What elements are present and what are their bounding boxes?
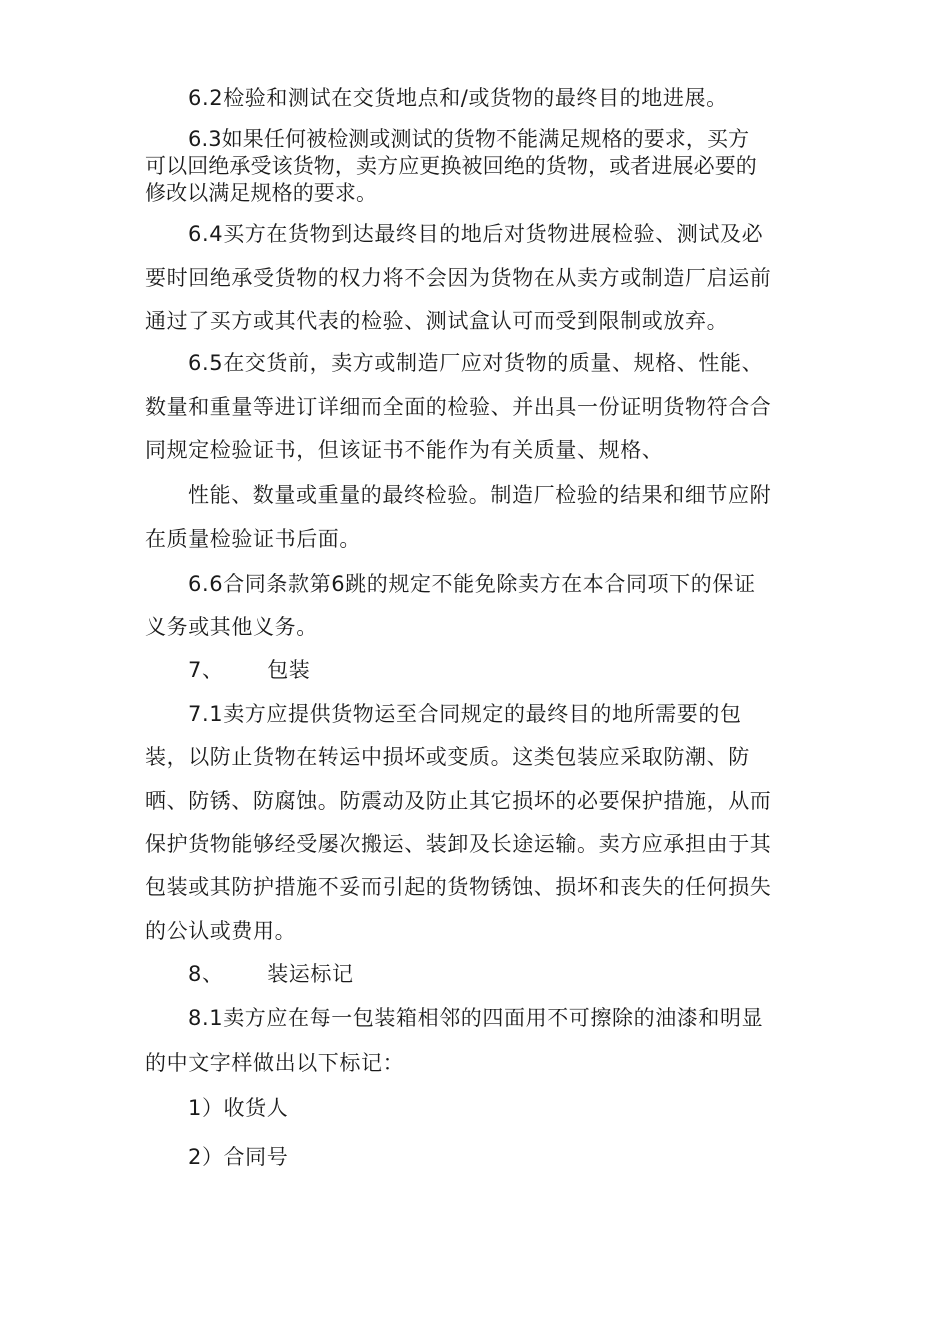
paragraph-7-1-line: 装，以防止货物在转运中损坏或变质。这类包装应采取防潮、防 [145, 745, 750, 769]
paragraph-7-1-line: 的公认或费用。 [145, 919, 297, 943]
paragraph-6-4-line: 通过了买方或其代表的检验、测试盒认可而受到限制或放弃。 [145, 309, 729, 333]
section-7-heading: 7、 包装 [188, 658, 311, 682]
paragraph-6-5-line: 性能、数量或重量的最终检验。制造厂检验的结果和细节应附 [188, 483, 772, 507]
paragraph-6-2-line: 6.2检验和测试在交货地点和/或货物的最终目的地进展。 [188, 86, 728, 110]
paragraph-6-5-line: 在质量检验证书后面。 [145, 527, 361, 551]
paragraph-6-5-line: 数量和重量等进订详细而全面的检验、并出具一份证明货物符合合 [145, 395, 772, 419]
paragraph-8-1-line: 的中文字样做出以下标记： [145, 1051, 405, 1075]
paragraph-6-5-line: 同规定检验证书，但该证书不能作为有关质量、规格、 [145, 438, 664, 462]
section-8-heading: 8、 装运标记 [188, 962, 354, 986]
paragraph-7-1-line: 7.1卖方应提供货物运至合同规定的最终目的地所需要的包 [188, 702, 742, 726]
paragraph-6-6-line: 6.6合同条款第6跳的规定不能免除卖方在本合同项下的保证 [188, 572, 756, 596]
paragraph-6-3-line: 可以回绝承受该货物，卖方应更换被回绝的货物，或者进展必要的 [145, 154, 757, 178]
paragraph-7-1-line: 晒、防锈、防腐蚀。防震动及防止其它损坏的必要保护措施，从而 [145, 789, 772, 813]
paragraph-8-1-line: 8.1卖方应在每一包装箱相邻的四面用不可擦除的油漆和明显 [188, 1006, 764, 1030]
list-item: 1）收货人 [188, 1096, 289, 1120]
paragraph-6-4-line: 6.4买方在货物到达最终目的地后对货物进展检验、测试及必 [188, 222, 764, 246]
paragraph-6-4-line: 要时回绝承受货物的权力将不会因为货物在从卖方或制造厂启运前 [145, 266, 772, 290]
paragraph-7-1-line: 包装或其防护措施不妥而引起的货物锈蚀、损坏和丧失的任何损失 [145, 875, 772, 899]
paragraph-6-3-line: 6.3如果任何被检测或测试的货物不能满足规格的要求，买方 [188, 127, 750, 151]
list-item: 2）合同号 [188, 1145, 289, 1169]
paragraph-6-3-line: 修改以满足规格的要求。 [145, 181, 378, 205]
paragraph-6-6-line: 义务或其他义务。 [145, 615, 318, 639]
paragraph-7-1-line: 保护货物能够经受屡次搬运、装卸及长途运输。卖方应承担由于其 [145, 832, 772, 856]
paragraph-6-5-line: 6.5在交货前，卖方或制造厂应对货物的质量、规格、性能、 [188, 351, 764, 375]
